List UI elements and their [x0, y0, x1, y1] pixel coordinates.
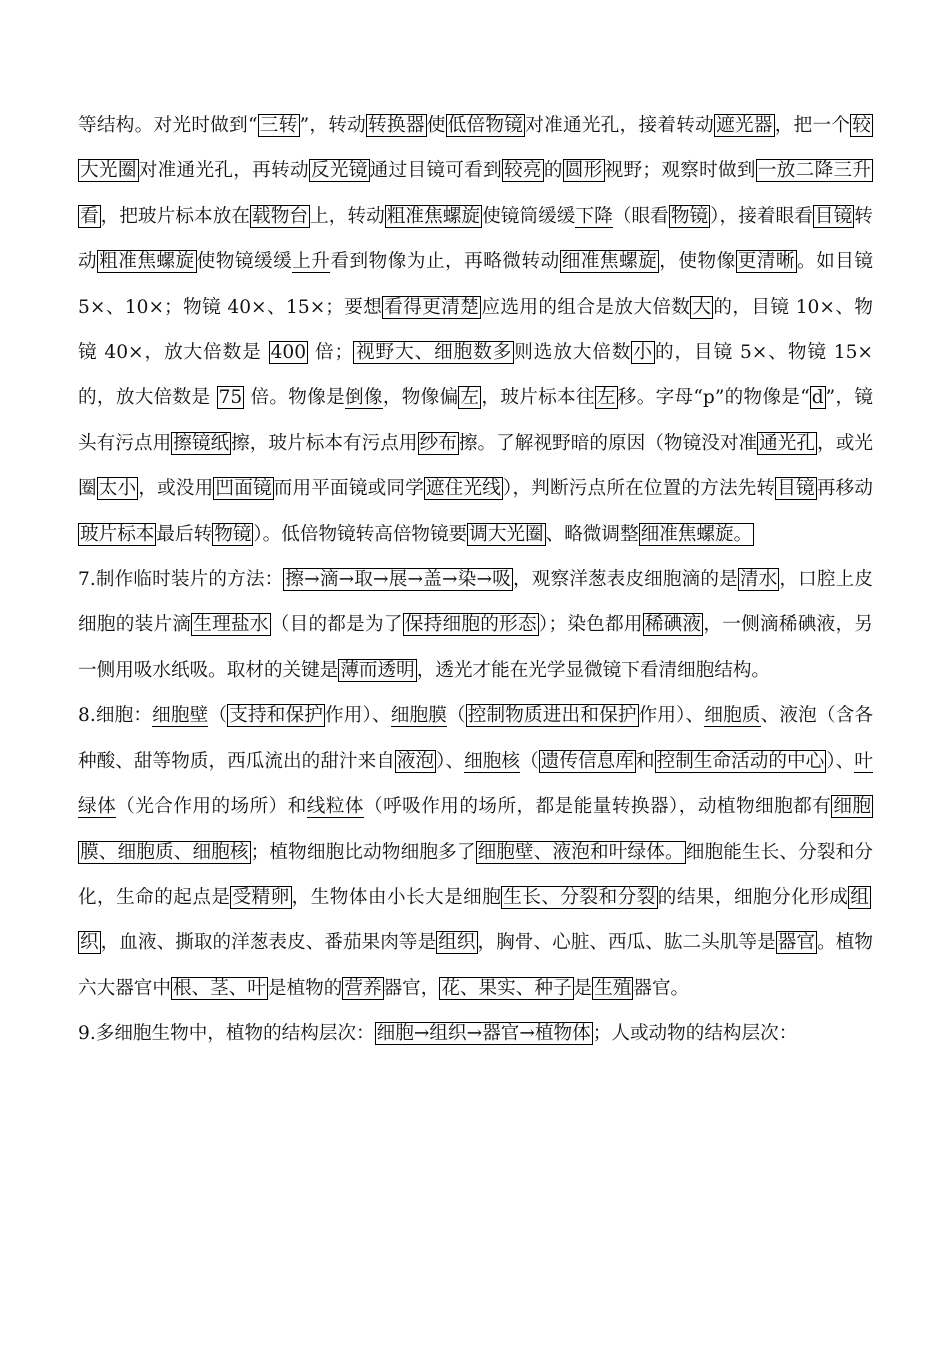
boxed-answer: 更清晰	[737, 251, 796, 273]
boxed-answer: 较大光圈	[80, 115, 871, 182]
text-run: 是植物的	[267, 977, 343, 999]
boxed-answer: 太小	[98, 478, 137, 500]
text-run: 器官。	[633, 977, 690, 999]
text-run: 9.多细胞生物中，植物的结构层次：	[78, 1023, 375, 1045]
text-run: 8.细胞：	[78, 705, 153, 727]
text-run: 倍。物像是	[244, 387, 346, 409]
text-run: ；人或动物的结构层次：	[592, 1023, 798, 1045]
text-run: 细胞能生长、分裂和分化，生命的起点是	[78, 841, 873, 908]
underlined-term: 细胞壁	[152, 705, 209, 727]
text-run: 7.制作临时装片的方法：	[78, 569, 284, 591]
text-run: （目的都是为了	[270, 614, 403, 636]
text-run: ，使物像	[659, 251, 736, 273]
underlined-term: 下降	[575, 205, 613, 227]
text-run: 上，转动	[310, 205, 385, 227]
text-run: 再移动	[816, 478, 873, 500]
paragraph-cell-structure	[78, 693, 873, 1011]
boxed-answer: 根、茎、叶	[172, 977, 266, 999]
boxed-answer: 组织	[438, 932, 476, 954]
text-run: 应选用的组合是放大倍数	[481, 296, 691, 318]
text-run: 等结构。对光时做到“	[78, 115, 258, 136]
text-run: 和	[635, 750, 655, 772]
boxed-answer: 遗传信息库	[540, 750, 634, 772]
text-run: ，把一个	[774, 115, 851, 136]
text-run: ”，镜头有污点用	[78, 387, 873, 454]
text-run: ），判断污点所在位置的方法先转	[503, 478, 776, 500]
boxed-answer: 支持和保护	[229, 705, 323, 727]
text-run: ，观察洋葱表皮细胞滴的是	[512, 569, 738, 591]
text-run: 、液泡（含各种酸、甜等物质，西瓜流出的甜汁来自	[78, 705, 873, 772]
boxed-answer: 看得更清楚	[384, 296, 480, 318]
boxed-answer: 细胞膜、细胞质、细胞核	[80, 796, 871, 863]
text-run: ）、	[826, 750, 855, 772]
boxed-answer: 薄而透明	[340, 659, 415, 681]
boxed-answer: 一放二降三升看	[80, 160, 871, 227]
text-run: ”，转动	[299, 115, 367, 136]
text-run: 器官，	[383, 977, 440, 999]
boxed-answer: 低倍物镜	[447, 115, 524, 136]
text-run: （呼吸作用的场所，都是能量转换器），动植物细胞都有	[364, 796, 832, 818]
text-run: ，物像偏	[382, 387, 459, 409]
boxed-answer: 擦→滴→取→展→盖→染→吸	[285, 569, 511, 591]
underlined-term: 细胞核	[464, 750, 521, 772]
boxed-answer: 控制物质进出和保护	[467, 705, 637, 727]
text-run: ，或光圈	[78, 432, 873, 500]
text-run: 看到物像为止，再略微转动	[330, 251, 560, 273]
boxed-answer: 小	[633, 342, 653, 364]
boxed-answer: 细准焦螺旋。	[640, 523, 753, 545]
boxed-answer: 左	[596, 387, 616, 409]
boxed-answer: 花、果实、种子	[441, 977, 572, 999]
text-run: 最后转	[156, 523, 213, 545]
underlined-term: 倒像	[345, 387, 383, 409]
text-run: 转动	[78, 205, 873, 273]
boxed-answer: 通光孔	[759, 432, 816, 454]
boxed-answer: 转换器	[368, 115, 425, 136]
underlined-term: 细胞膜	[390, 705, 448, 727]
text-run: ）、	[436, 750, 465, 772]
text-run: （	[520, 750, 539, 772]
boxed-answer: 细胞壁、液泡和叶绿体。	[477, 841, 684, 863]
boxed-answer: 遮住光线	[425, 478, 501, 500]
text-run: 擦。了解视野暗的原因（物镜没对准	[458, 432, 758, 454]
text-run: 的，目镜 10×、物镜 40×，放大倍数是	[78, 296, 873, 364]
text-run: 擦，玻片标本有污点用	[231, 432, 418, 454]
boxed-answer: 清水	[739, 569, 778, 591]
text-run: 使物镜缓缓	[196, 251, 293, 273]
boxed-answer: 粗准焦螺旋	[99, 251, 195, 273]
boxed-answer: 玻片标本	[80, 523, 155, 545]
boxed-answer: 物镜	[670, 205, 709, 227]
paragraph-temporary-slide	[78, 557, 873, 693]
text-run: ，一侧滴稀碘液，另一侧用吸水纸吸。取材的关键是	[78, 614, 873, 681]
text-run: 、略微调整	[545, 523, 639, 545]
boxed-answer: 视野大、细胞数多	[355, 342, 513, 364]
boxed-answer: 器官	[777, 932, 816, 954]
boxed-answer: 生殖	[594, 977, 632, 999]
text-run: 移。字母“p”的物像是“	[617, 387, 810, 409]
document-page	[78, 103, 873, 1057]
boxed-answer: 遮光器	[716, 115, 773, 136]
text-run: 作用）、	[325, 705, 391, 727]
boxed-answer: 控制生命活动的中心	[656, 750, 825, 772]
paragraph-structure-levels	[78, 1011, 873, 1056]
boxed-answer: 目镜	[777, 478, 815, 500]
boxed-answer: 圆形	[564, 160, 603, 182]
boxed-answer: 生理盐水	[193, 614, 269, 636]
text-run: ；植物细胞比动物细胞多了	[250, 841, 476, 863]
boxed-answer: 生长、分裂和分裂	[503, 886, 656, 908]
boxed-answer: 载物台	[252, 205, 309, 227]
boxed-answer: 粗准焦螺旋	[386, 205, 481, 227]
text-run: 则选放大倍数	[514, 342, 632, 364]
boxed-answer: 擦镜纸	[173, 432, 230, 454]
text-run: 而用平面镜或同学	[273, 478, 424, 500]
text-run: ）；染色都用	[538, 614, 643, 636]
boxed-answer: d	[811, 387, 824, 409]
text-run: 倍；	[308, 342, 354, 364]
text-run: 使镜筒缓缓	[482, 205, 576, 227]
text-run: ，透光才能在光学显微镜下看清细胞结构。	[416, 659, 771, 681]
boxed-answer: 较亮	[504, 160, 542, 182]
text-run: 的，目镜 5×、物镜 15×的，放大倍数是	[78, 342, 873, 409]
boxed-answer: 纱布	[419, 432, 457, 454]
text-run: （光合作用的场所）和	[116, 796, 307, 818]
boxed-answer: 组织	[80, 886, 869, 954]
text-run: 视野；观察时做到	[604, 160, 756, 182]
text-run: 。如目镜 5×、10×；物镜 40×、15×；要想	[78, 251, 873, 318]
text-run: （	[447, 705, 466, 727]
boxed-answer: 物镜	[214, 523, 252, 545]
boxed-answer: 营养	[344, 977, 382, 999]
text-run: ，口腔上皮细胞的装片滴	[78, 569, 873, 636]
boxed-answer: 三转	[259, 115, 298, 136]
text-run: 作用）、	[638, 705, 705, 727]
text-run: 使	[426, 115, 446, 136]
boxed-answer: 400	[270, 342, 307, 364]
boxed-answer: 调大光圈	[469, 523, 544, 545]
underlined-term: 叶绿体	[78, 750, 873, 818]
boxed-answer: 反光镜	[310, 160, 368, 182]
text-run: 。植物六大器官中	[78, 932, 873, 999]
underlined-term: 线粒体	[306, 796, 364, 818]
text-run: ，把玻片标本放在	[100, 205, 251, 227]
boxed-answer: 75	[218, 387, 243, 409]
text-run: 是	[573, 977, 593, 999]
text-run: 对准通光孔，接着转动	[525, 115, 715, 136]
underlined-term: 细胞质	[704, 705, 761, 727]
boxed-answer: 液泡	[396, 750, 435, 772]
boxed-answer: 细准焦螺旋	[561, 251, 658, 273]
text-run: 的	[543, 160, 563, 182]
text-run: （眼看	[612, 205, 669, 227]
text-run: ，玻片标本往	[481, 387, 595, 409]
text-run: ），接着眼看	[710, 205, 813, 227]
boxed-answer: 稀碘液	[644, 614, 702, 636]
text-run: ，血液、撕取的洋葱表皮、番茄果肉等是	[100, 932, 437, 954]
boxed-answer: 目镜	[814, 205, 853, 227]
text-run: ，生物体由小长大是细胞	[291, 886, 502, 908]
boxed-answer: 左	[460, 387, 480, 409]
boxed-answer: 保持细胞的形态	[404, 614, 537, 636]
paragraph-microscope	[78, 103, 873, 557]
text-run: 的结果，细胞分化形成	[657, 886, 849, 908]
text-run: （	[208, 705, 228, 727]
text-run: ，或没用	[138, 478, 214, 500]
text-run: ，胸骨、心脏、西瓜、肱二头肌等是	[477, 932, 776, 954]
boxed-answer: 细胞→组织→器官→植物体	[376, 1023, 591, 1045]
text-run: 对准通光孔，再转动	[138, 160, 309, 182]
underlined-term: 上升	[292, 251, 331, 273]
boxed-answer: 受精卵	[232, 886, 290, 908]
text-run: ）。低倍物镜转高倍物镜要	[253, 523, 468, 545]
text-run: 通过目镜可看到	[369, 160, 502, 182]
boxed-answer: 大	[692, 296, 712, 318]
boxed-answer: 凹面镜	[215, 478, 272, 500]
